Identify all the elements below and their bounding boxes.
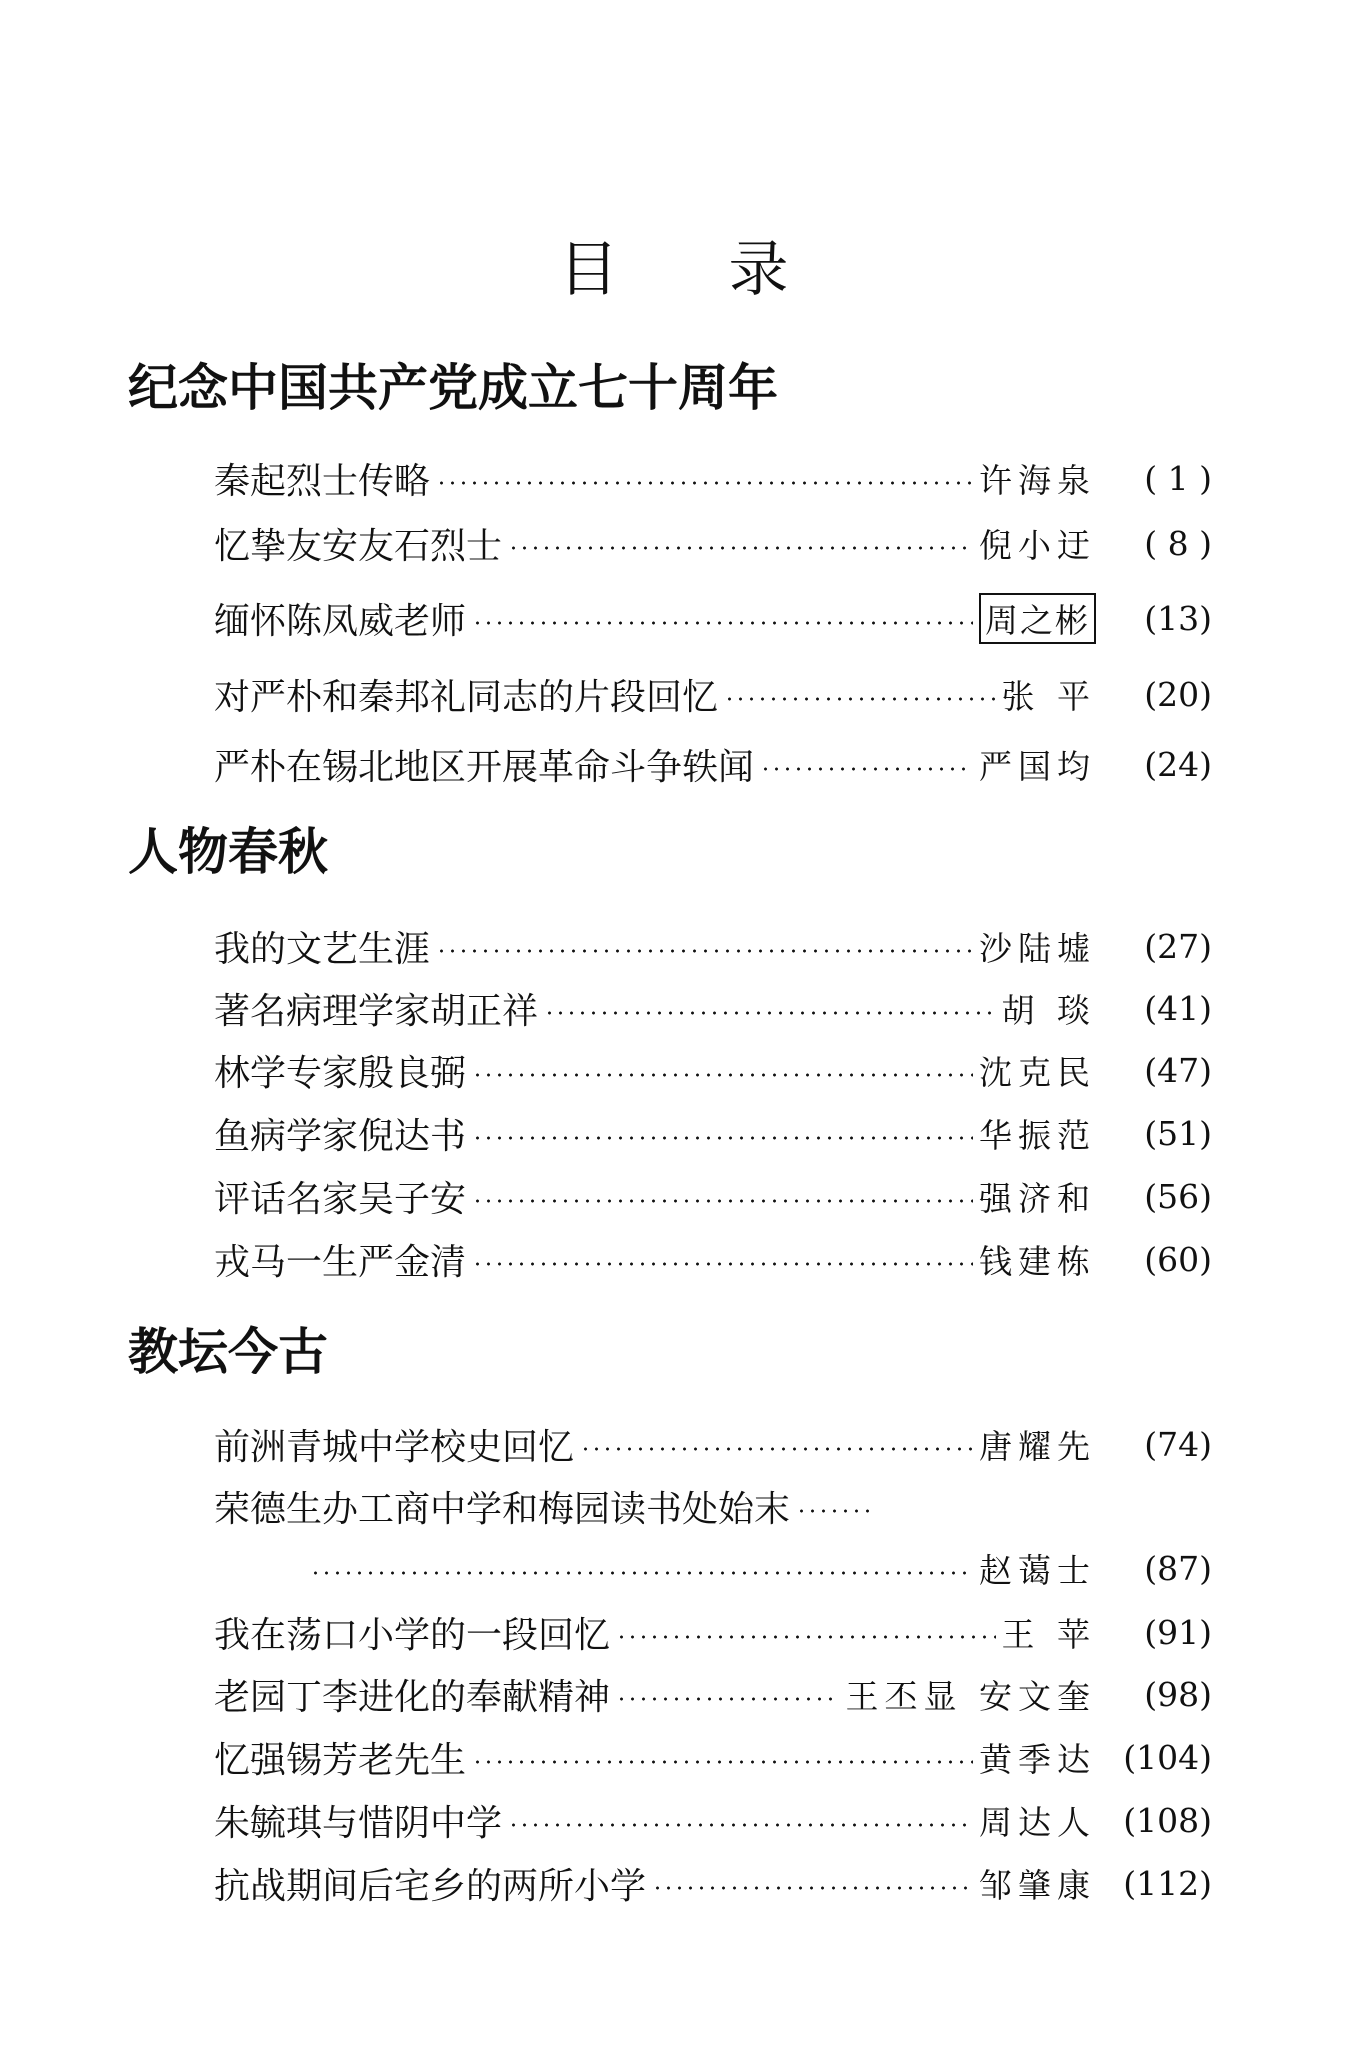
entry-author: 华振范 xyxy=(979,1115,1096,1155)
toc-entry[interactable] xyxy=(214,452,1212,504)
entry-author: 周达人 xyxy=(979,1802,1096,1842)
section-heading-people: 人物春秋 xyxy=(128,823,328,881)
entry-title: 抗战期间后宅乡的两所小学 xyxy=(214,1865,647,1907)
entry-title: 荣德生办工商中学和梅园读书处始末 xyxy=(214,1488,791,1530)
dot-leader xyxy=(472,1760,973,1764)
entry-title: 我的文艺生涯 xyxy=(214,928,431,970)
dot-leader xyxy=(472,1199,973,1203)
dot-leader xyxy=(436,949,973,953)
entry-author: 严国均 xyxy=(979,746,1096,786)
entry-author: 王丕显 安文奎 xyxy=(845,1676,1096,1716)
entry-author: 黄季达 xyxy=(979,1739,1096,1779)
entry-page: (112) xyxy=(1123,1863,1212,1903)
entry-page: (51) xyxy=(1144,1113,1212,1153)
entry-author: 张 平 xyxy=(1001,676,1096,716)
entry-page: (13) xyxy=(1144,598,1212,638)
entry-title: 对严朴和秦邦礼同志的片段回忆 xyxy=(214,676,719,718)
entry-title: 老园丁李进化的奉献精神 xyxy=(214,1676,611,1718)
entry-author: 胡 琰 xyxy=(1001,990,1096,1030)
entry-author: 邹肇康 xyxy=(979,1865,1096,1905)
dot-leader xyxy=(472,1262,973,1266)
entry-title: 林学专家殷良弼 xyxy=(214,1052,467,1094)
entry-page: (91) xyxy=(1144,1612,1212,1652)
entry-title: 缅怀陈凤威老师 xyxy=(214,600,467,642)
toc-entry[interactable] xyxy=(214,1794,1212,1846)
dot-leader xyxy=(724,697,995,701)
dot-leader xyxy=(508,546,973,550)
entry-page: ( 1 ) xyxy=(1144,458,1212,498)
entry-title: 评话名家吴子安 xyxy=(214,1178,467,1220)
entry-title: 鱼病学家倪达书 xyxy=(214,1115,467,1157)
entry-author: 沈克民 xyxy=(979,1052,1096,1092)
dot-leader xyxy=(472,1073,973,1077)
toc-entry[interactable] xyxy=(214,920,1212,972)
entry-title: 著名病理学家胡正祥 xyxy=(214,990,539,1032)
toc-entry-first-line[interactable] xyxy=(214,1480,882,1532)
toc-entry[interactable] xyxy=(214,592,1212,644)
entry-page: (41) xyxy=(1144,988,1212,1028)
entry-page: (47) xyxy=(1144,1050,1212,1090)
entry-author: 王 苹 xyxy=(1001,1614,1096,1654)
entry-page: (87) xyxy=(1144,1548,1212,1588)
page-title: 目录 xyxy=(558,235,899,305)
entry-author-boxed: 周之彬 xyxy=(979,593,1096,644)
dot-leader xyxy=(472,621,973,625)
entry-author: 钱建栋 xyxy=(979,1241,1096,1281)
entry-page: (74) xyxy=(1144,1424,1212,1464)
toc-entry[interactable] xyxy=(214,1606,1212,1658)
section-heading-party-anniversary: 纪念中国共产党成立七十周年 xyxy=(128,359,778,417)
toc-entry[interactable] xyxy=(214,1857,1212,1909)
toc-entry[interactable] xyxy=(214,982,1212,1034)
dot-leader xyxy=(544,1011,995,1015)
entry-author: 唐耀先 xyxy=(979,1426,1096,1466)
entry-title: 前洲青城中学校史回忆 xyxy=(214,1426,575,1468)
entry-page: (20) xyxy=(1144,674,1212,714)
dot-leader xyxy=(616,1635,995,1639)
entry-page: (24) xyxy=(1144,744,1212,784)
toc-entry[interactable] xyxy=(214,1668,1212,1720)
entry-page: ( 8 ) xyxy=(1144,523,1212,563)
section-heading-education: 教坛今古 xyxy=(128,1323,328,1381)
entry-author: 许海泉 xyxy=(979,460,1096,500)
dot-leader xyxy=(796,1509,876,1513)
entry-title: 忆挚友安友石烈士 xyxy=(214,525,503,567)
toc-entry[interactable] xyxy=(214,738,1212,790)
dot-leader xyxy=(580,1447,973,1451)
entry-title: 秦起烈士传略 xyxy=(214,460,431,502)
toc-entry[interactable] xyxy=(214,1233,1212,1285)
toc-entry[interactable] xyxy=(214,1731,1212,1783)
entry-author: 沙陆墟 xyxy=(979,928,1096,968)
entry-title: 朱毓琪与惜阴中学 xyxy=(214,1802,503,1844)
entry-author: 倪小迂 xyxy=(979,525,1096,565)
toc-entry[interactable] xyxy=(214,668,1212,720)
dot-leader xyxy=(616,1697,839,1701)
entry-page: (56) xyxy=(1144,1176,1212,1216)
dot-leader xyxy=(310,1571,973,1575)
toc-entry[interactable] xyxy=(214,1170,1212,1222)
toc-entry[interactable] xyxy=(214,1418,1212,1470)
toc-entry[interactable] xyxy=(214,1044,1212,1096)
toc-entry[interactable] xyxy=(214,517,1212,569)
entry-page: (104) xyxy=(1123,1737,1212,1777)
toc-entry[interactable] xyxy=(214,1107,1212,1159)
toc-entry-continuation[interactable] xyxy=(214,1542,1212,1594)
dot-leader xyxy=(652,1886,973,1890)
entry-page: (108) xyxy=(1123,1800,1212,1840)
entry-page: (60) xyxy=(1144,1239,1212,1279)
entry-title: 严朴在锡北地区开展革命斗争轶闻 xyxy=(214,746,755,788)
entry-title: 戎马一生严金清 xyxy=(214,1241,467,1283)
dot-leader xyxy=(508,1823,973,1827)
entry-author: 强济和 xyxy=(979,1178,1096,1218)
entry-author: 赵蔼士 xyxy=(979,1550,1096,1590)
entry-title: 我在荡口小学的一段回忆 xyxy=(214,1614,611,1656)
dot-leader xyxy=(760,767,973,771)
dot-leader xyxy=(472,1136,973,1140)
entry-page: (27) xyxy=(1144,926,1212,966)
entry-page: (98) xyxy=(1144,1674,1212,1714)
dot-leader xyxy=(436,481,973,485)
entry-title: 忆强锡芳老先生 xyxy=(214,1739,467,1781)
